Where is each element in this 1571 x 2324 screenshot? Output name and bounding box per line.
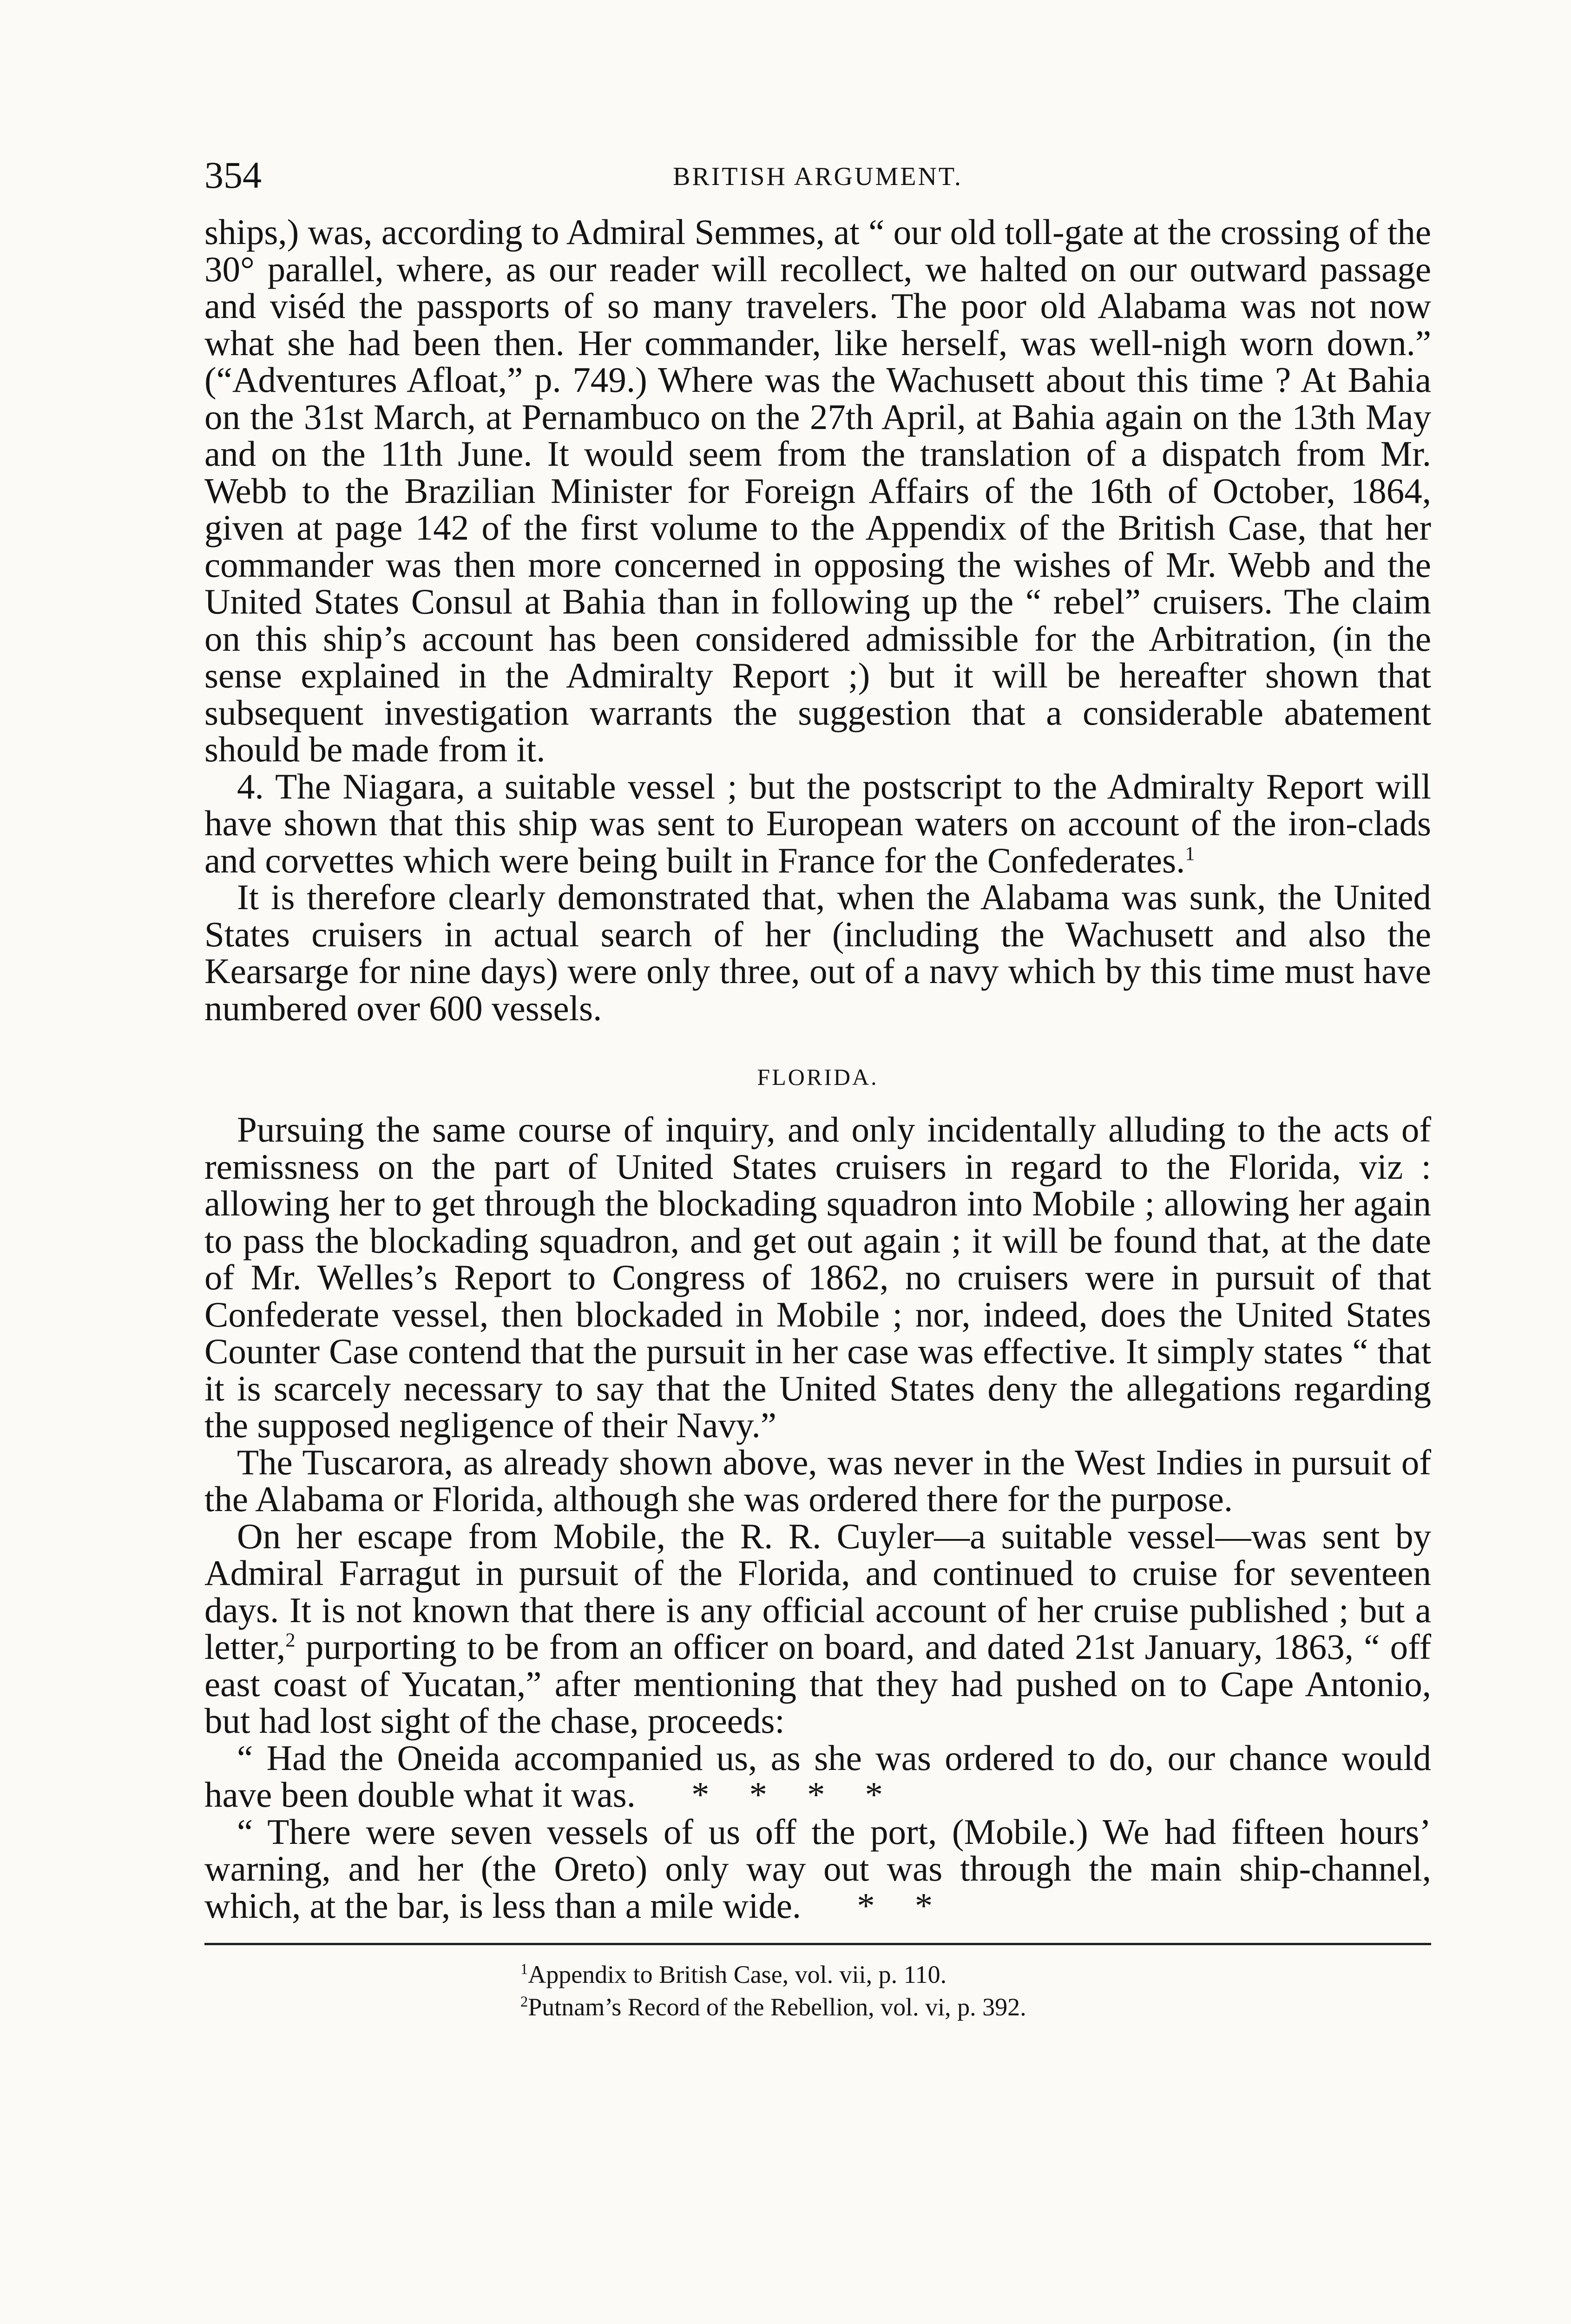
page-number: 354 (204, 154, 262, 196)
book-page (204, 153, 1431, 2023)
page-body (204, 214, 1431, 1924)
paragraph (204, 768, 1431, 879)
quotation (204, 1737, 1431, 1815)
footnote-number: 2 (520, 1994, 528, 2010)
footnote-number: 1 (520, 1961, 528, 1978)
quotation-text: “ Had the Oneida accompanied us, as she was ordered to do, our chance would have been double what it was. (204, 1737, 1431, 1815)
paragraph-text: 4. The Niagara, a suitable vessel ; but the postscript to the Admiralty Report will have shown that this ship was sent to European waters on account of the iron-clads and corvettes which were being built in France for the Confederates. (204, 766, 1431, 880)
footnote-mark: 1 (1185, 842, 1195, 865)
paragraph: It is therefore clearly demonstrated that, when the Alabama was sunk, the United States cruisers in actual search of her (including the Wachusett and also the Kearsarge for nine days) were only three, out of a navy which by this time must have numbered over 600 vessels. (204, 877, 1431, 1028)
footnote (520, 1991, 1431, 2023)
section-heading: FLORIDA. (757, 1064, 879, 1090)
footnote-text: Putnam’s Record of the Rebellion, vol. vi, p. 392. (528, 1993, 1026, 2021)
paragraph: Pursuing the same course of inquiry, and only incidentally alluding to the acts of remissness on the part of United States cruisers in regard to the Florida, viz : allowing her to get through the blockading squadron into Mobile ; allowing her again to pass the blockading squadron, and get out again ; it will be found that, at the date of Mr. Welles’s Report to Congress of 1862, no cruisers were in pursuit of that Confederate vessel, then blockaded in Mobile ; nor, indeed, does the United States Counter Case contend that the pursuit in her case was effective. It simply states “ that it is scarcely necessary to say that the United States deny the allegations regarding the supposed negligence of their Navy.” (204, 1109, 1431, 1445)
quotation (204, 1811, 1431, 1926)
footnote (520, 1958, 1431, 1991)
footnotes (520, 1958, 1431, 2023)
quotation-text: “ There were seven vessels of us off the port, (Mobile.) We had fifteen hours’ warning, and her (the Oreto) only way out was through the main ship-channel, which, at the bar, is less than a mile wide. (204, 1811, 1431, 1926)
paragraph (204, 1518, 1431, 1740)
paragraph: The Tuscarora, as already shown above, was never in the West Indies in pursuit of the Alabama or Florida, although she was ordered there for the purpose. (204, 1442, 1431, 1519)
footnote-mark: 2 (285, 1629, 296, 1651)
paragraph-text: On her escape from Mobile, the R. R. Cuyler—a suitable vessel—was sent by Admiral Farragut in pursuit of the Florida, and continued to cruise for seventeen days. It is not known that there is any official account of her cruise published ; but a letter, (204, 1516, 1431, 1667)
ellipsis-stars: * * (857, 1885, 936, 1926)
running-head: BRITISH ARGUMENT. (673, 162, 963, 191)
page-header (204, 153, 1431, 205)
footnote-divider (204, 1943, 1431, 1945)
paragraph-text: purporting to be from an officer on board, and dated 21st January, 1863, “ off east coast of Yucatan,” after mentioning that they had pushed on to Cape Antonio, but had lost sight of the chase, proceeds: (204, 1627, 1432, 1741)
footnote-text: Appendix to British Case, vol. vii, p. 110. (528, 1961, 947, 1988)
ellipsis-stars: * * * * (691, 1775, 886, 1815)
paragraph: ships,) was, according to Admiral Semmes, at “ our old toll-gate at the crossing of the 30° parallel, where, as our reader will recollect, we halted on our outward passage and viséd the passports of so many travelers. The poor old Alabama was not now what she had been then. Her commander, like herself, was well-nigh worn down.” (“Adventures Afloat,” p. 749.) Where was the Wachusett about this time ? At Bahia on the 31st March, at Pernambuco on the 27th April, at Bahia again on the 13th May and on the 11th June. It would seem from the translation of a dispatch from Mr. Webb to the Brazilian Minister for Foreign Affairs of the 16th of October, 1864, given at page 142 of the first volume to the Appendix of the British Case, that her commander was then more concerned in opposing the wishes of Mr. Webb and the United States Consul at Bahia than in following up the “ rebel” cruisers. The claim on this ship’s account has been considered admissible for the Arbitration, (in the sense explained in the Admiralty Report ;) but it will be hereafter shown that subsequent investigation warrants the suggestion that a considerable abatement should be made from it. (204, 212, 1431, 769)
